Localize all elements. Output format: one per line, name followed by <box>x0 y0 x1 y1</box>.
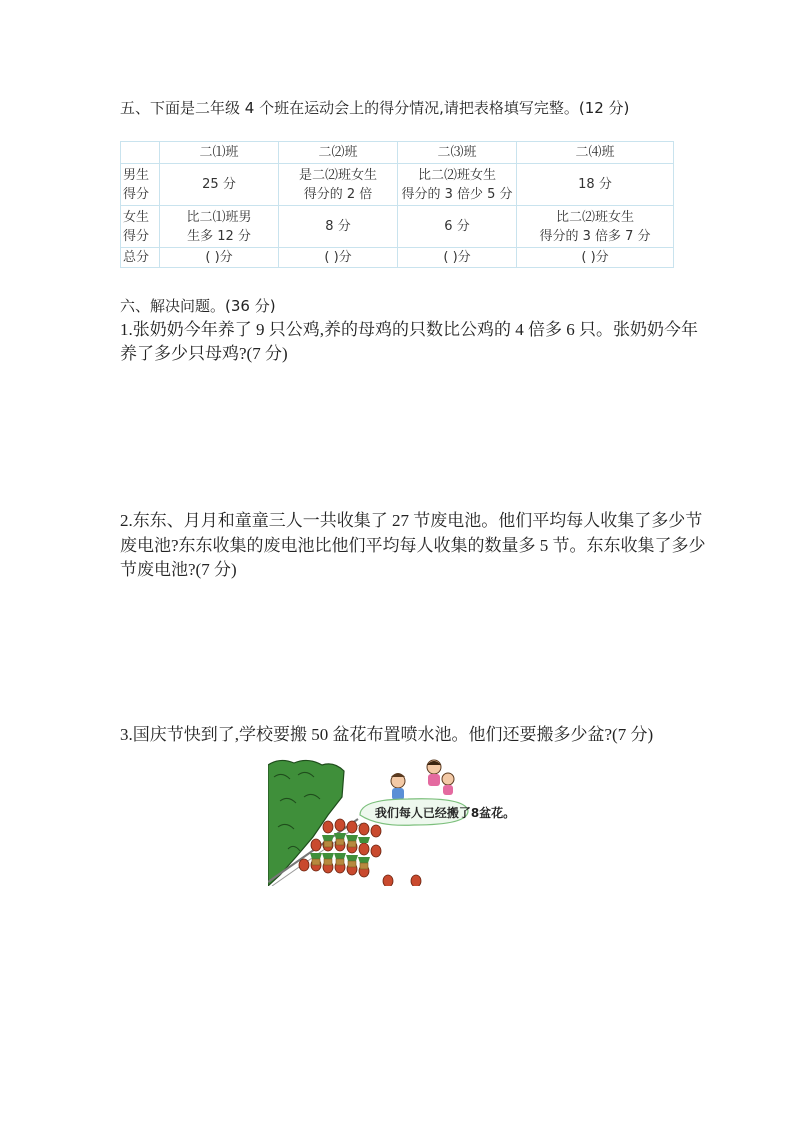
q1-line1: 1.张奶奶今年养了 9 只公鸡,养的母鸡的只数比公鸡的 4 倍多 6 只。张奶奶今年 <box>120 320 698 339</box>
q2-line2: 废电池?东东收集的废电池比他们平均每人收集的数量多 5 节。东东收集了多少 <box>120 536 706 555</box>
total-blank-3[interactable]: ( )分 <box>398 248 517 268</box>
girls-class-4: 比二⑵班女生 得分的 3 倍多 7 分 <box>517 206 674 248</box>
speech-bubble-text: 我们每人已经搬了8盆花。 <box>374 806 516 820</box>
table-header-row <box>121 142 674 164</box>
q2-line3: 节废电池?(7 分) <box>120 560 237 579</box>
boys-class-2: 是二⑵班女生 得分的 2 倍 <box>279 164 398 206</box>
boys-class-1: 25 分 <box>160 164 279 206</box>
header-class-3: 二⑶班 <box>398 142 517 164</box>
row-label-total: 总分 <box>121 248 160 268</box>
header-class-1: 二⑴班 <box>160 142 279 164</box>
boys-class-3: 比二⑵班女生 得分的 3 倍少 5 分 <box>398 164 517 206</box>
girls-class-1: 比二⑴班男 生多 12 分 <box>160 206 279 248</box>
section5-title: 五、下面是二年级 4 个班在运动会上的得分情况,请把表格填写完整。(12 分) <box>120 99 630 117</box>
table-row-girls <box>121 206 674 248</box>
row-label-girls: 女生 得分 <box>121 206 160 248</box>
score-table <box>120 141 674 268</box>
q3-line1: 3.国庆节快到了,学校要搬 50 盆花布置喷水池。他们还要搬多少盆?(7 分) <box>120 725 654 744</box>
total-blank-2[interactable]: ( )分 <box>279 248 398 268</box>
girls-class-3: 6 分 <box>398 206 517 248</box>
header-cell-empty <box>121 142 160 164</box>
table-row-total <box>121 248 674 268</box>
flower-pots-illustration <box>268 757 530 886</box>
total-blank-4[interactable]: ( )分 <box>517 248 674 268</box>
table-row-boys <box>121 164 674 206</box>
boys-class-4: 18 分 <box>517 164 674 206</box>
row-label-boys: 男生 得分 <box>121 164 160 206</box>
girls-class-2: 8 分 <box>279 206 398 248</box>
q1-line2: 养了多少只母鸡?(7 分) <box>120 344 288 363</box>
total-blank-1[interactable]: ( )分 <box>160 248 279 268</box>
section6-title: 六、解决问题。(36 分) <box>120 297 276 315</box>
q2-line1: 2.东东、月月和童童三人一共收集了 27 节废电池。他们平均每人收集了多少节 <box>120 511 703 530</box>
header-class-2: 二⑵班 <box>279 142 398 164</box>
header-class-4: 二⑷班 <box>517 142 674 164</box>
